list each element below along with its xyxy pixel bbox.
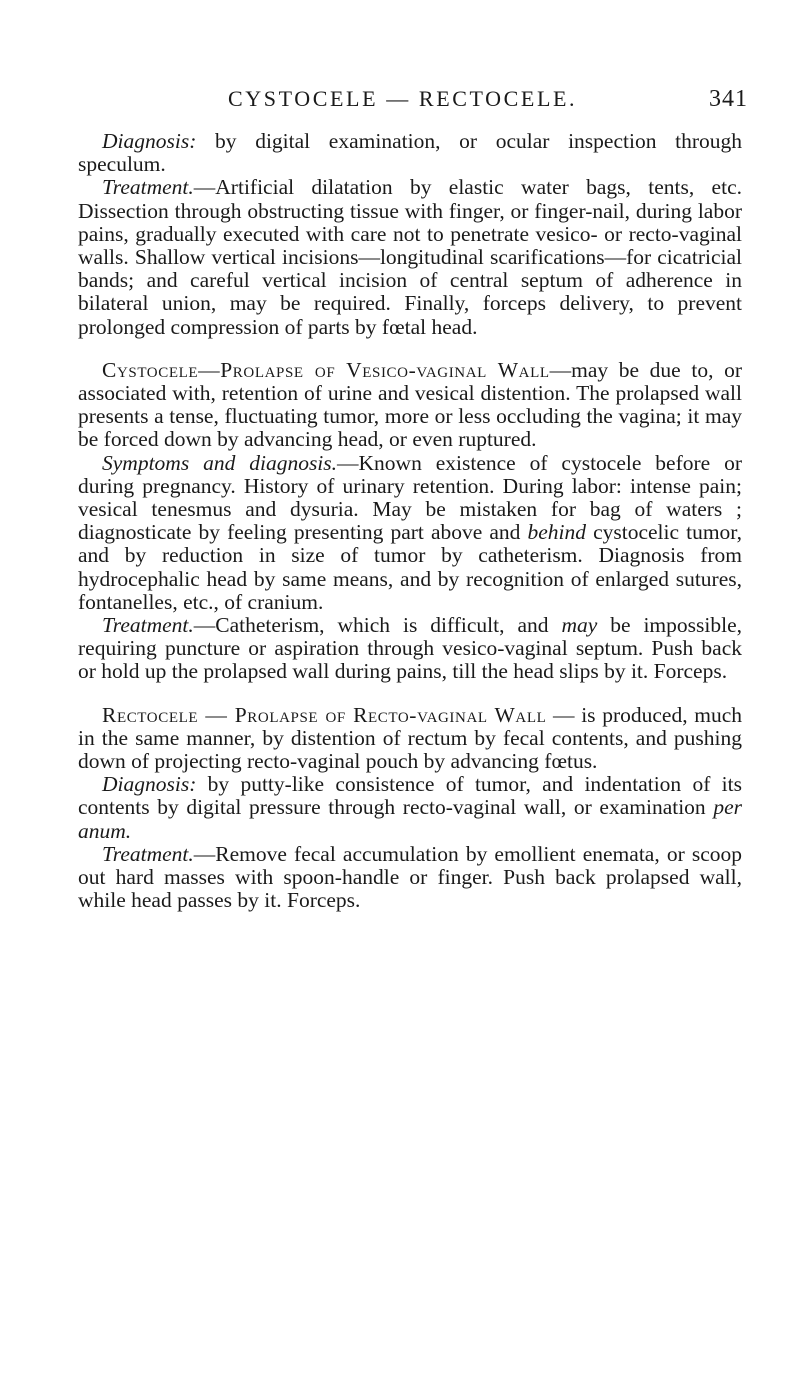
paragraph-rectocele: [78, 704, 742, 774]
paragraph-text: cystocelic tumor, and by reduction in size of tumor by catheterism. Diagnosis from hydrocephalic head by same means, and by recognition of enlarged sutures, fontanelles, etc., of cranium.: [78, 520, 742, 614]
paragraph-label: Diagnosis:: [102, 129, 197, 153]
paragraph-label: Treatment.: [102, 841, 194, 866]
emphasis-text: per anum.: [78, 795, 742, 843]
paragraph-text: —Known existence of cystocele before or during pregnancy. History of urinary retention. During labor: intense pain; vesical tenesmus and dysuria. May be mistaken for bag of waters ; diagnosticate by feeling presenting part above and: [78, 450, 742, 545]
paragraph-label: Treatment.: [102, 175, 194, 200]
page-header: [228, 86, 748, 120]
section-heading-rectocele: Rectocele — Prolapse of Recto-vaginal Wall: [102, 702, 547, 727]
paragraph-label: Diagnosis:: [102, 772, 197, 797]
emphasis-text: may: [561, 613, 598, 638]
paragraph-text: —Remove fecal accumulation by emollient enemata, or scoop out hard masses with spoon-handle or finger. Push back prolapsed wall, while head passes by it. Forceps.: [78, 841, 742, 913]
paragraph-label: Treatment.: [102, 613, 194, 638]
paragraph-text: by putty-like consistence of tumor, and indentation of its contents by digital pressure through recto-vaginal wall, or examination: [78, 772, 742, 820]
paragraph-text: by digital examination, or ocular inspection through speculum.: [78, 129, 742, 177]
paragraph-cystocele: [78, 359, 742, 452]
paragraph-label: Symptoms and diagnosis.: [102, 450, 338, 475]
paragraph-text: —may be due to, or associated with, retention of urine and vesical distention. The prolapsed wall presents a tense, fluctuating tumor, more or less occluding the vagina; it may be forced down by advancing head, or even ruptured.: [78, 357, 742, 452]
section-heading-cystocele: Cystocele—Prolapse of Vesico-vaginal Wall: [102, 357, 550, 382]
running-title: CYSTOCELE — RECTOCELE.: [228, 86, 578, 111]
page-body: [78, 130, 742, 913]
paragraph-diagnosis-atresia: [78, 130, 742, 176]
paragraph-text: —Catheterism, which is difficult, and: [193, 613, 562, 638]
emphasis-text: behind: [527, 520, 587, 545]
paragraph-text: — is produced, much in the same manner, by distention of rectum by fecal contents, and pushing down of projecting recto-vaginal pouch by advancing fœtus.: [78, 702, 742, 774]
paragraph-text: be impossible, requiring puncture or aspiration through vesico-vaginal septum. Push back or hold up the prolapsed wall during pains, till the head slips by it. Forceps.: [78, 613, 742, 684]
paragraph-text: —Artificial dilatation by elastic water bags, tents, etc. Dissection through obstructing tissue with finger, or finger-nail, during labor pains, gradually executed with care not to penetrate vesico- or recto-vaginal walls. Shallow vertical incisions—longitudinal scarifications—for cicatricial bands; and careful vertical incision of central septum of adherence in bilateral union, may be required. Finally, forceps delivery, to prevent prolonged compression of parts by fœtal head.: [78, 175, 742, 339]
paragraph-treatment-cystocele: [78, 614, 742, 684]
paragraph-symptoms-cystocele: [78, 452, 742, 614]
page-number: 341: [709, 86, 748, 112]
paragraph-diagnosis-rectocele: [78, 773, 742, 843]
paragraph-treatment-rectocele: [78, 843, 742, 913]
paragraph-treatment-atresia: [78, 176, 742, 338]
